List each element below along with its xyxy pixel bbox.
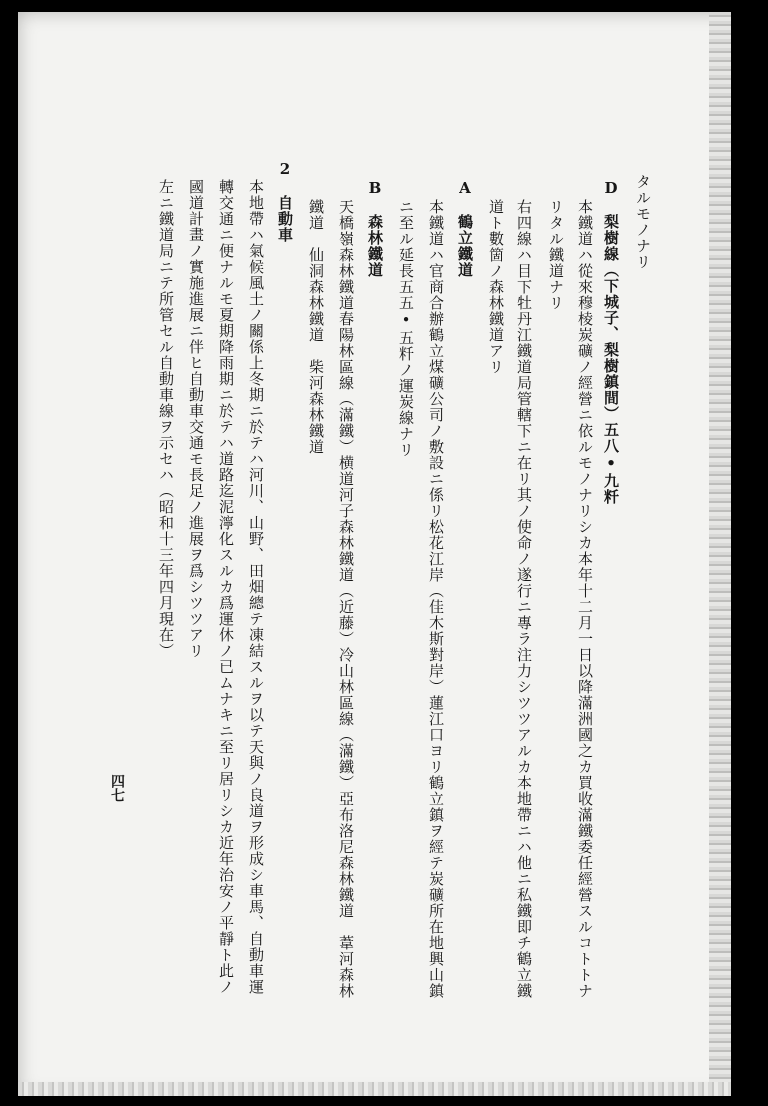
- section-heading-b: B 森林鐵道: [366, 179, 384, 278]
- text-column-5: 右四線ハ目下牡丹江鐵道局管轄下ニ在リ其ノ使命ノ遂行ニ專ラ注力シツツアルカ本地帶ニハ他ニ私鐵即チ鶴立鐵: [515, 199, 533, 999]
- page-edge-right: [709, 12, 731, 1096]
- text-column-11: 天橋嶺森林鐵道春陽林區線（滿鐵）横道河子森林鐵道（近藤）冷山林區線（滿鐵）亞布洛尼森林鐵道 葦河森林: [337, 199, 355, 999]
- text-column-12: 鐵道 仙洞森林鐵道 柴河森林鐵道: [307, 199, 325, 455]
- text-column-14: 本地帶ハ氣候風土ノ關係上冬期ニ於テハ河川、山野、田畑總テ凍結スルヲ以テ天與ノ良道ヲ形成シ車馬、自動車運: [247, 179, 265, 995]
- text-column-4: リタル鐵道ナリ: [547, 199, 565, 311]
- page-number: 四七: [109, 774, 125, 802]
- text-column-3: 本鐵道ハ從來穆棱炭礦ノ經營ニ依ルモノナリシカ本年十二月一日以降滿洲國之カ買收滿鐵委任經營スルコトトナ: [576, 199, 594, 999]
- section-heading-a: A 鶴立鐵道: [456, 179, 474, 278]
- document-page: [18, 12, 731, 1096]
- text-column-17: 左ニ鐵道局ニテ所管セル自動車線ヲ示セハ（昭和十三年四月現在）: [157, 179, 175, 659]
- text-column-15: 轉交通ニ便ナルモ夏期降雨期ニ於テハ道路迄泥濘化スルカ爲運休ノ已ムナキニ至リ居リシカ近年治安ノ平靜ト此ノ: [217, 179, 235, 995]
- text-column-6: 道ト數箇ノ森林鐵道アリ: [487, 199, 505, 375]
- page-edge-bottom: [18, 1082, 731, 1096]
- text-column-9: ニ至ル延長五五•五粁ノ運炭線ナリ: [397, 199, 415, 458]
- text-column-16: 國道計畫ノ實施進展ニ伴ヒ自動車交通モ長足ノ進展ヲ爲シツツアリ: [187, 179, 205, 659]
- section-heading-d: D 梨樹線（下城子、梨樹鎮間）五八•九粁: [602, 179, 620, 505]
- text-column-1: タルモノナリ: [634, 174, 652, 270]
- text-column-8: 本鐵道ハ官商合辦鶴立煤礦公司ノ敷設ニ係リ松花江岸（佳木斯對岸）蓮江口ヨリ鶴立鎮ヲ經テ炭礦所在地興山鎮: [427, 199, 445, 999]
- section-heading-2: 2 自動車: [276, 160, 294, 243]
